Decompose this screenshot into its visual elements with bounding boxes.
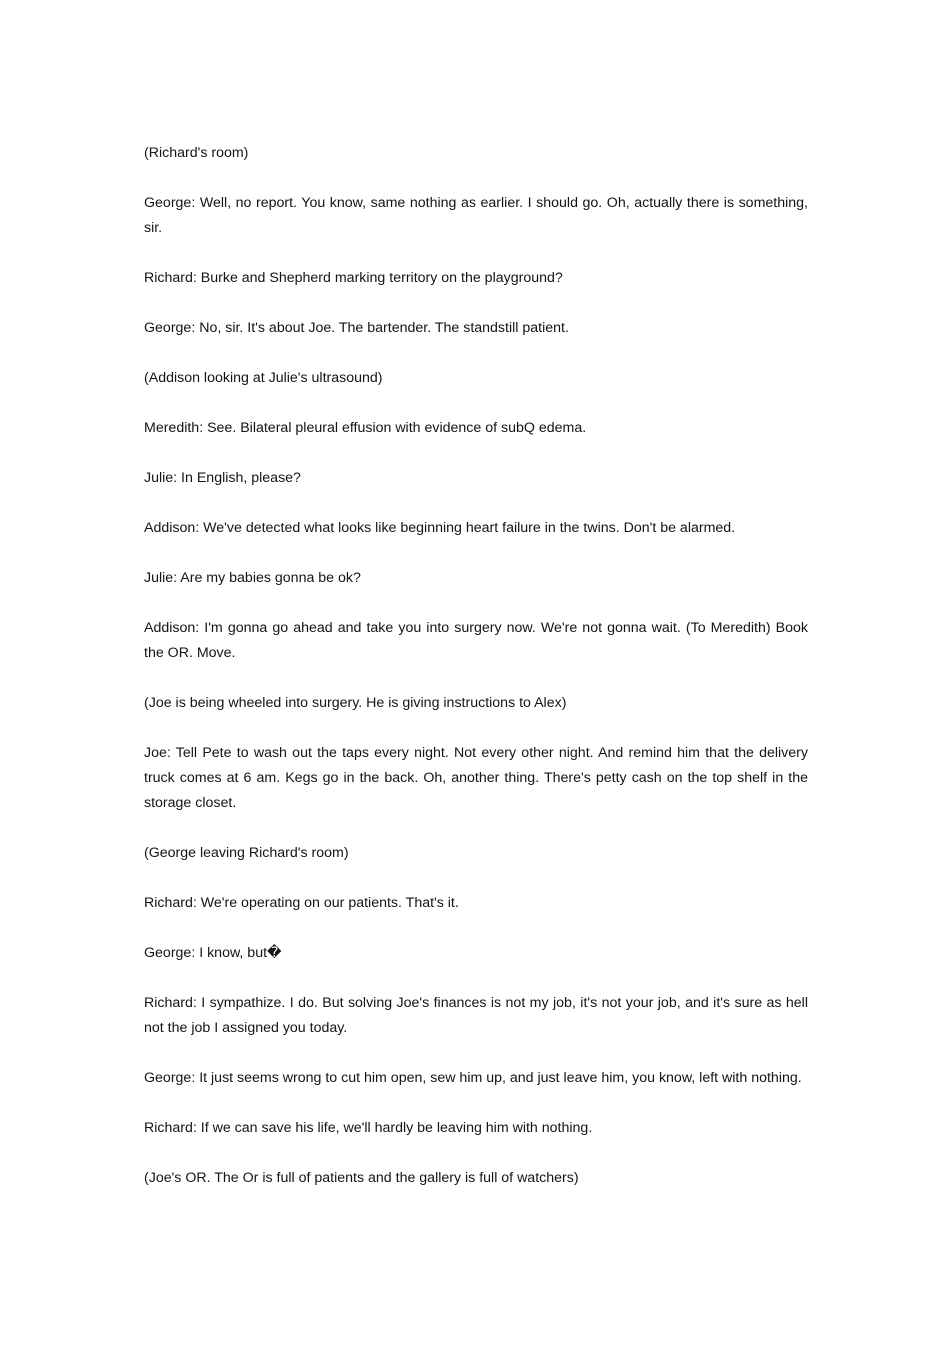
stage-direction: (Joe's OR. The Or is full of patients and the gallery is full of watchers) [144, 1170, 579, 1186]
script-text [144, 141, 808, 1216]
stage-direction: (Richard's room) [144, 145, 249, 161]
dialogue-line: Richard: I sympathize. I do. But solving Joe's finances is not my job, it's not your job, and it's sure as hell not the job I assigned you today. [144, 995, 808, 1036]
dialogue-line: Meredith: See. Bilateral pleural effusion with evidence of subQ edema. [144, 420, 587, 436]
stage-direction: (Addison looking at Julie's ultrasound) [144, 370, 383, 386]
dialogue-line: Joe: Tell Pete to wash out the taps every night. Not every other night. And remind him that the delivery truck comes at 6 am. Kegs go in the back. Oh, another thing. There's petty cash on the top shelf in the storage closet. [144, 745, 808, 811]
stage-direction: (Joe is being wheeled into surgery. He is giving instructions to Alex) [144, 695, 567, 711]
dialogue-line: George: I know, but� [144, 945, 282, 961]
dialogue-line: Addison: We've detected what looks like beginning heart failure in the twins. Don't be alarmed. [144, 520, 736, 536]
dialogue-line: George: No, sir. It's about Joe. The bartender. The standstill patient. [144, 320, 569, 336]
dialogue-line: Addison: I'm gonna go ahead and take you into surgery now. We're not gonna wait. (To Meredith) Book the OR. Move. [144, 620, 808, 661]
dialogue-line: Julie: Are my babies gonna be ok? [144, 570, 361, 586]
stage-direction: (George leaving Richard's room) [144, 845, 349, 861]
dialogue-line: Richard: We're operating on our patients. That's it. [144, 895, 459, 911]
dialogue-line: George: Well, no report. You know, same nothing as earlier. I should go. Oh, actually there is something, sir. [144, 195, 808, 236]
dialogue-line: Richard: If we can save his life, we'll hardly be leaving him with nothing. [144, 1120, 593, 1136]
dialogue-line: Richard: Burke and Shepherd marking territory on the playground? [144, 270, 563, 286]
dialogue-line: Julie: In English, please? [144, 470, 301, 486]
dialogue-line: George: It just seems wrong to cut him open, sew him up, and just leave him, you know, left with nothing. [144, 1070, 802, 1086]
